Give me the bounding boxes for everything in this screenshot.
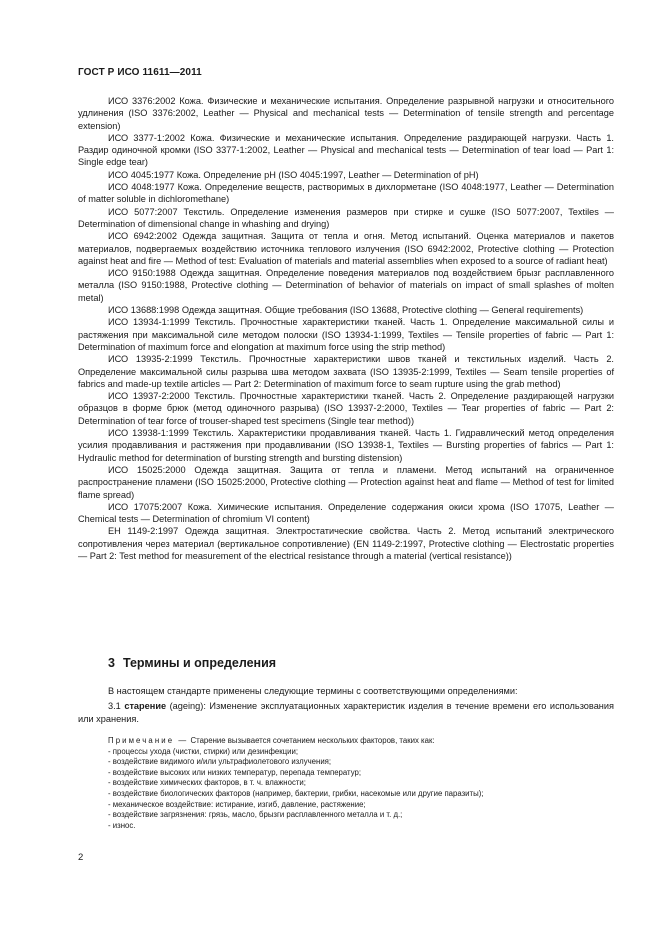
note-intro xyxy=(108,736,614,747)
note-list-item: - износ. xyxy=(108,821,614,832)
reference-item: ИСО 3376:2002 Кожа. Физические и механические испытания. Определение разрывной нагрузки и относительного удлинения (ISO 3376:2002, Leather — Physical and mechanical tests — Determination of tensile strength and percentage extension) xyxy=(78,96,614,131)
note-list-item: - воздействие высоких или низких температур, перепада температур; xyxy=(108,768,614,779)
reference-item: ИСО 15025:2000 Одежда защитная. Защита от тепла и пламени. Метод испытаний на ограниченное распространение пламени (ISO 15025:2000, Protective clothing — Protection against heat and flame — Method of test for limited flame spread) xyxy=(78,464,614,500)
section-number: 3 xyxy=(108,656,115,670)
reference-item: ИСО 13935-2:1999 Текстиль. Прочностные характеристики швов тканей и текстильных изделий. Часть 2. Определение максимальной силы разрыва шва методом захвата (ISO 13935-2:1999, Textiles — Seam tensile properties of fabrics and made-up textile articles — Part 2: Determination of maximum force to seam rupture using the grab method) xyxy=(78,354,614,389)
reference-item: ИСО 9150:1988 Одежда защитная. Определение поведения материалов под воздействием брызг расплавленного металла (ISO 9150:1988, Protective clothing — Determination of behavior of materials on impact of small splashes of molten metal) xyxy=(78,268,614,303)
reference-item: ИСО 17075:2007 Кожа. Химические испытания. Определение содержания окиси хрома (ISO 17075, Leather — Chemical tests — Determination of chromium VI content) xyxy=(78,501,614,525)
reference-item: ИСО 3377-1:2002 Кожа. Физические и механические испытания. Определение раздирающей нагрузки. Часть 1. Раздир одиночной кромки (ISO 3377-1:2002, Leather — Physical and mechanical tests — Determination of tear load — Part 1: Single edge tear) xyxy=(78,132,614,168)
reference-item: ИСО 6942:2002 Одежда защитная. Защита от тепла и огня. Метод испытаний. Оценка материалов и пакетов материалов, подвергаемых воздействию источника теплового излучения (ISO 6942:2002, Protective clothing — Protection against heat and fire — Method of test: Evaluation of materials and material assemblies when exposed to a source of radiant heat) xyxy=(78,231,614,266)
reference-item: ИСО 4048:1977 Кожа. Определение веществ, растворимых в дихлорметане (ISO 4048:1977, Leather — Determination of matter soluble in dichloromethane) xyxy=(78,182,614,205)
reference-item: ЕН 1149-2:1997 Одежда защитная. Электростатические свойства. Часть 2. Метод испытаний электрического сопротивления через материал (вертикальное сопротивление) (EN 1149-2:1997, Protective clothing — Electrostatic properties — Part 2: Test method for measurement of the electrical resistance through a material (vertical resistance)) xyxy=(78,526,614,561)
note-list xyxy=(108,747,614,832)
reference-item: ИСО 13934-1:1999 Текстиль. Прочностные характеристики тканей. Часть 1. Определение максимальной силы и растяжения при максимальной силе методом полоски (ISO 13934-1:1999, Textiles — Tensile properties of fabric — Part 1: Determination of maximum force and elongation at maximum force using the strip method) xyxy=(78,317,614,352)
section-heading xyxy=(108,656,276,670)
definition-term: старение xyxy=(124,701,167,712)
reference-item: ИСО 13937-2:2000 Текстиль. Прочностные характеристики тканей. Часть 2. Определение раздирающей нагрузки образцов в форме брюк (метод одиночного разрыва) (ISO 13937-2:2000, Textiles — Tear properties of fabric — Part 2: Determination of tear force of trouser-shaped test specimens (Single tear method)) xyxy=(78,391,614,426)
note-list-item: - воздействие загрязнения: грязь, масло, брызги расплавленного металла и т. д.; xyxy=(108,810,614,821)
definition-paragraph xyxy=(78,700,614,725)
normative-references-list xyxy=(78,95,614,562)
note-list-item: - воздействие видимого и/или ультрафиолетового излучения; xyxy=(108,757,614,768)
section-title: Термины и определения xyxy=(122,656,277,670)
definition-number: 3.1 xyxy=(108,701,121,712)
reference-item: ИСО 13938-1:1999 Текстиль. Характеристики продавливания тканей. Часть 1. Гидравлический метод определения усилия продавливания и растяжения при продавливании (ISO 13938-1, Textiles — Bursting properties of fabrics — Part 1: Hydraulic method for determination of bursting strength and bursting distension) xyxy=(78,428,614,463)
note-list-item: - воздействие химических факторов, в т. ч. влажности; xyxy=(108,778,614,789)
section-body xyxy=(78,685,614,725)
note-list-item: - механическое воздействие: истирание, изгиб, давление, растяжение; xyxy=(108,800,614,811)
note-block xyxy=(108,736,614,831)
reference-item: ИСО 5077:2007 Текстиль. Определение изменения размеров при стирке и сушке (ISO 5077:2007, Textiles — Determination of dimensional change in whashing and drying) xyxy=(78,206,614,229)
page-number: 2 xyxy=(78,852,84,863)
note-list-item: - процессы ухода (чистки, стирки) или дезинфекции; xyxy=(108,747,614,758)
note-text: Старение вызывается сочетанием нескольких факторов, таких как: xyxy=(188,736,435,745)
note-list-item: - воздействие биологических факторов (например, бактерии, грибки, насекомые или другие паразиты); xyxy=(108,789,614,800)
document-header: ГОСТ Р ИСО 11611—2011 xyxy=(78,67,202,78)
definition-text: (ageing): Изменение эксплуатационных характеристик изделия в течение времени его использования или хранения. xyxy=(78,701,614,724)
reference-item: ИСО 13688:1998 Одежда защитная. Общие требования (ISO 13688, Protective clothing — General requirements) xyxy=(108,305,584,316)
intro-paragraph: В настоящем стандарте применены следующие термины с соответствующими определениями: xyxy=(108,686,518,696)
reference-item: ИСО 4045:1977 Кожа. Определение pH (ISO 4045:1997, Leather — Determination of pH) xyxy=(108,169,479,180)
note-lead: Примечание — xyxy=(108,736,189,745)
